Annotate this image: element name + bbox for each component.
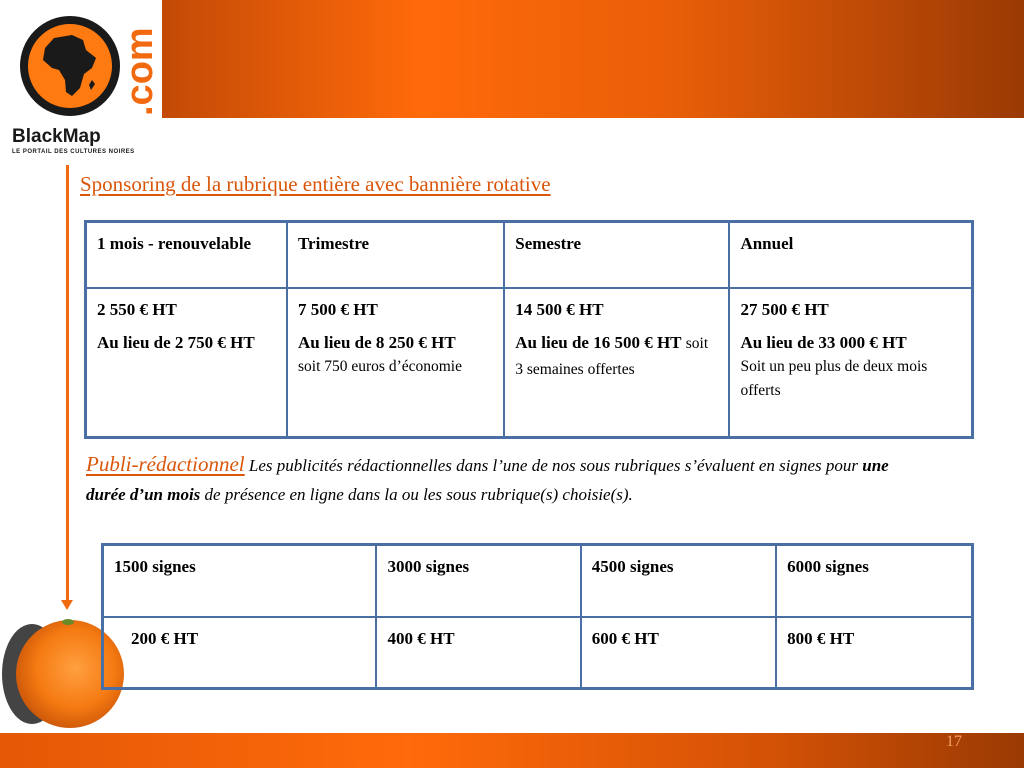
table-row xyxy=(86,288,973,438)
regular-price: Au lieu de 16 500 € HT xyxy=(515,332,682,352)
price-cell xyxy=(504,288,729,438)
description-text: Les publicités rédactionnelles dans l’une de nos sous rubriques s’évaluent en signes pour xyxy=(248,456,858,475)
price-cell xyxy=(287,288,504,438)
table-header-row xyxy=(103,545,973,617)
sponsoring-price-table xyxy=(84,220,974,439)
orange-guide-line xyxy=(66,165,69,605)
arrow-down-icon xyxy=(61,600,73,610)
logo-wordmark: BlackMap xyxy=(12,126,101,147)
description-emphasis: une durée d’un mois xyxy=(86,456,889,504)
saving-note: soit 3 semaines offertes xyxy=(515,334,709,378)
header-banner xyxy=(160,0,1024,118)
header-cell: 1 mois - renouvelable xyxy=(86,222,287,288)
header-cell: 4500 signes xyxy=(581,545,776,617)
header-cell: Trimestre xyxy=(287,222,504,288)
logo-tld xyxy=(120,20,160,120)
regular-price: Au lieu de 33 000 € HT xyxy=(740,332,907,352)
footer-banner xyxy=(0,733,1024,768)
header-cell: 6000 signes xyxy=(776,545,972,617)
publi-redactionnel-description xyxy=(86,450,906,509)
price-cell xyxy=(729,288,972,438)
price-cell: 200 € HT xyxy=(103,617,377,689)
price-cell: 400 € HT xyxy=(376,617,580,689)
header-cell: 1500 signes xyxy=(103,545,377,617)
regular-price-with-note xyxy=(515,330,718,382)
description-text-end: de présence en ligne dans la ou les sous rubrique(s) choisie(s). xyxy=(204,485,633,504)
table-row xyxy=(103,617,973,689)
table-header-row xyxy=(86,222,973,288)
publi-price-table xyxy=(101,543,974,690)
price-cell xyxy=(86,288,287,438)
offer-price: 2 550 € HT xyxy=(97,299,177,319)
header-cell: Annuel xyxy=(729,222,972,288)
offer-price: 27 500 € HT xyxy=(740,299,829,319)
offer-price: 14 500 € HT xyxy=(515,299,604,319)
header-cell: 3000 signes xyxy=(376,545,580,617)
price-cell: 600 € HT xyxy=(581,617,776,689)
blackmap-logo xyxy=(0,0,162,162)
africa-map-icon xyxy=(20,16,120,116)
saving-note: soit 750 euros d’économie xyxy=(297,357,462,375)
publi-redactionnel-label: Publi-rédactionnel xyxy=(86,452,245,476)
page-number: 17 xyxy=(946,733,962,750)
header-cell: Semestre xyxy=(504,222,729,288)
offer-price: 7 500 € HT xyxy=(297,299,378,319)
regular-price: Au lieu de 8 250 € HT xyxy=(297,332,456,352)
svg-text:.com: .com xyxy=(120,27,160,116)
sponsoring-title: Sponsoring de la rubrique entière avec bannière rotative xyxy=(80,172,551,196)
regular-price: Au lieu de 2 750 € HT xyxy=(97,332,255,352)
logo-tagline: LE PORTAIL DES CULTURES NOIRES xyxy=(12,149,135,155)
price-cell: 800 € HT xyxy=(776,617,972,689)
saving-note: Soit un peu plus de deux mois offerts xyxy=(740,357,928,399)
